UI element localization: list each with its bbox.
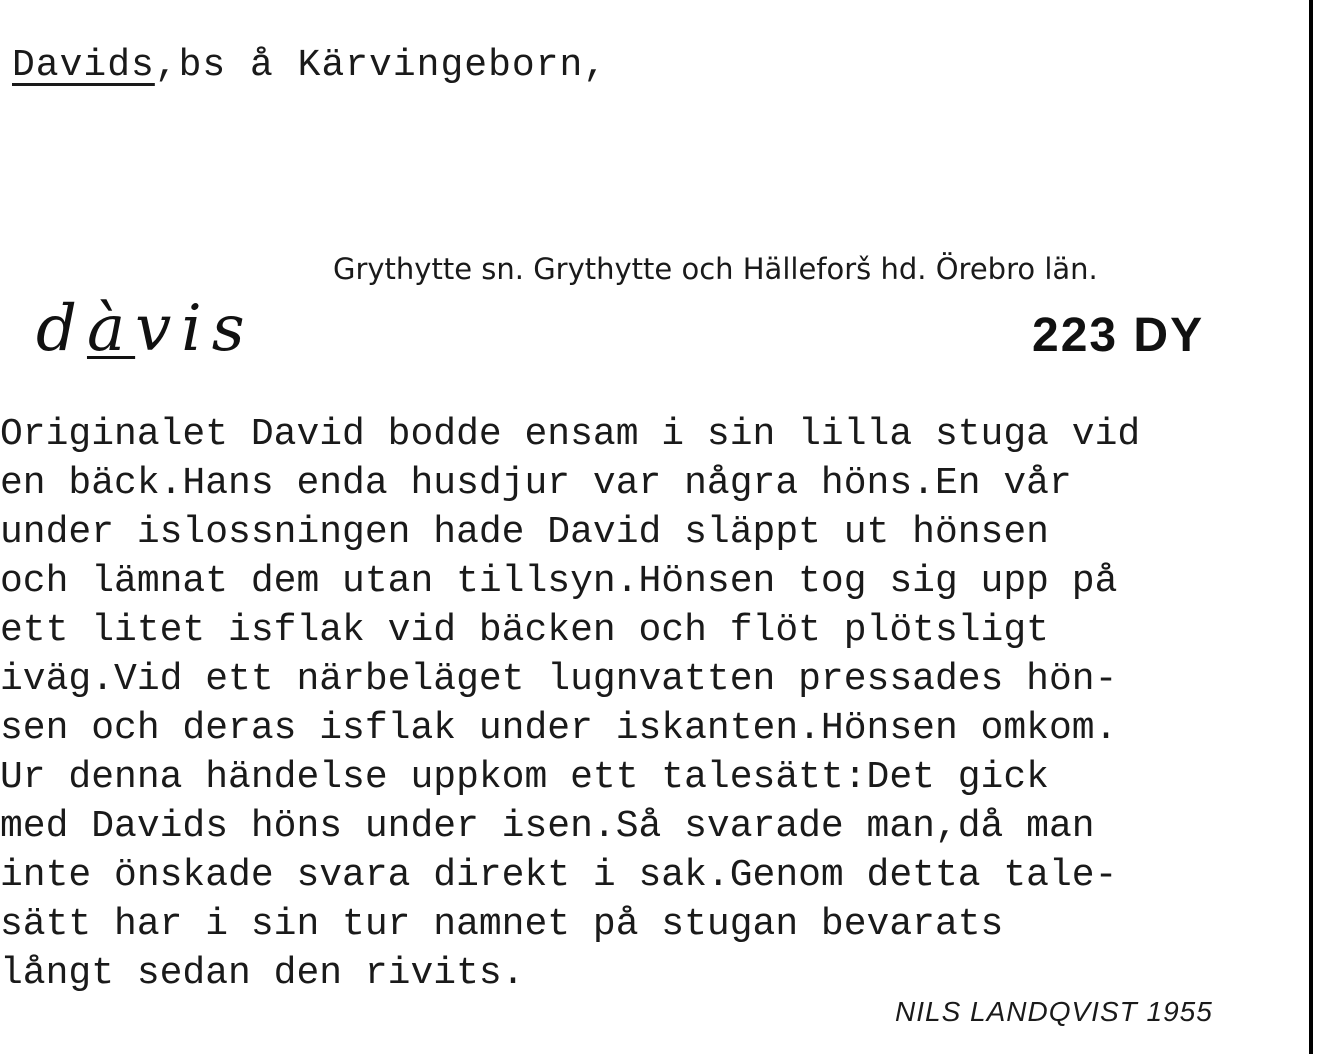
body-line: under islossningen hade David släppt ut hönsen: [0, 511, 1049, 554]
signature: NILS LANDQVIST 1955: [895, 996, 1213, 1027]
body-line: och lämnat dem utan tillsyn.Hönsen tog sig upp på: [0, 560, 1118, 603]
body-line: Ur denna händelse uppkom ett talesätt:Det gick: [0, 756, 1049, 799]
body-line: iväg.Vid ett närbeläget lugnvatten pressades hön-: [0, 658, 1118, 701]
body-line: med Davids höns under isen.Så svarade man,då man: [0, 805, 1095, 848]
location-stamp: Grythytte sn. Grythytte och Hälleforš hd. Örebro län.: [333, 252, 1098, 286]
card-edge-divider: [1309, 0, 1313, 1054]
body-line: ett litet isflak vid bäcken och flöt plötsligt: [0, 609, 1049, 652]
pronunciation-before: d: [36, 292, 87, 366]
body-line: en bäck.Hans enda husdjur var några höns.En vår: [0, 462, 1072, 505]
pronunciation-handwritten: [36, 292, 255, 366]
pronunciation-stressed: à: [86, 292, 136, 366]
body-line: långt sedan den rivits.: [0, 952, 525, 995]
card-code: 223 DY: [1032, 309, 1205, 362]
body-line: inte önskade svara direkt i sak.Genom detta tale-: [0, 854, 1118, 897]
headword-name: Davids: [12, 44, 155, 87]
body-line: sen och deras isflak under iskanten.Hönsen omkom.: [0, 707, 1118, 750]
headword-line: [12, 44, 607, 87]
body-line: Originalet David bodde ensam i sin lilla stuga vid: [0, 413, 1141, 456]
pronunciation-after: vis: [135, 292, 255, 366]
body-text: [0, 410, 1305, 998]
body-line: sätt har i sin tur namnet på stugan bevarats: [0, 903, 1004, 946]
headword-rest: ,bs å Kärvingeborn,: [154, 44, 608, 87]
